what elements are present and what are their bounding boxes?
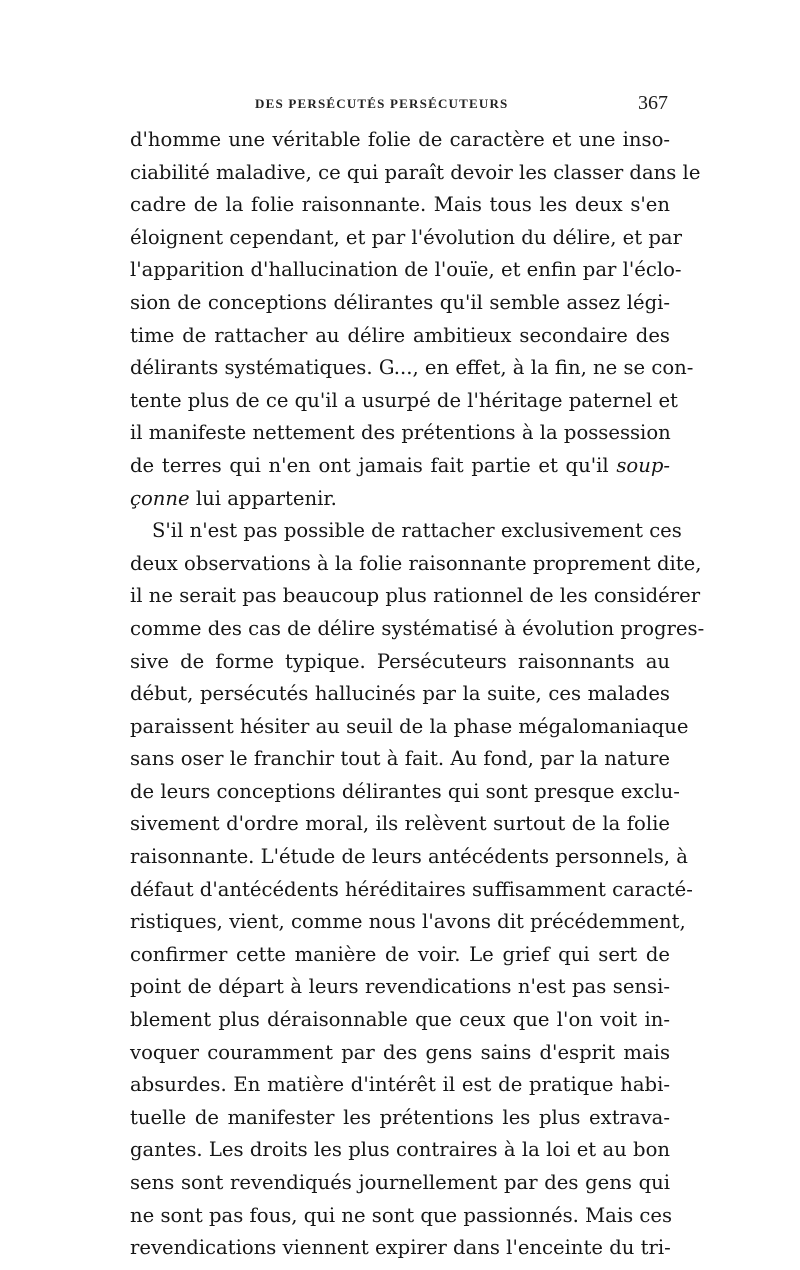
running-title: DES PERSÉCUTÉS PERSÉCUTEURS (255, 96, 509, 111)
text-line: sion de conceptions délirantes qu'il semble assez légi- (130, 290, 670, 314)
text-line: sens sont revendiqués journellement par des gens qui (130, 1171, 670, 1194)
text-line: revendications viennent expirer dans l'enceinte du tri- (130, 1236, 671, 1260)
text-line: l'apparition d'hallucination de l'ouïe, et enfin par l'éclo- (130, 258, 682, 282)
text-line: éloignent cependant, et par l'évolution du délire, et par (130, 225, 682, 249)
text-line: il manifeste nettement des prétentions à la possession (130, 421, 671, 445)
text-segment: de terres qui n'en ont jamais fait partie et qu'il (130, 453, 609, 477)
text-line: paraissent hésiter au seuil de la phase mégalomaniaque (130, 714, 689, 738)
text-line: absurdes. En matière d'intérêt il est de pratique habi- (130, 1073, 670, 1097)
text-line: confirmer cette manière de voir. Le grief qui sert de (130, 942, 670, 966)
running-head (130, 92, 670, 118)
text-line: d'homme une véritable folie de caractère et une inso- (130, 128, 670, 151)
text-segment: lui appartenir. (195, 486, 337, 510)
italic-word: çonne (130, 486, 190, 510)
text-line: sans oser le franchir tout à fait. Au fond, par la nature (130, 747, 670, 771)
text-line: défaut d'antécédents héréditaires suffisamment caracté- (130, 877, 693, 901)
text-line: ciabilité maladive, ce qui paraît devoir les classer dans le (130, 160, 701, 184)
text-line-with-italic (130, 483, 670, 516)
text-line: il ne serait pas beaucoup plus rationnel de les considérer (130, 584, 701, 608)
italic-word: soup- (616, 453, 670, 477)
text-line: deux observations à la folie raisonnante proprement dite, (130, 551, 702, 575)
text-line: de leurs conceptions délirantes qui sont presque exclu- (130, 779, 680, 803)
page-number: 367 (638, 92, 668, 114)
text-line: point de départ à leurs revendications n'est pas sensi- (130, 975, 670, 999)
text-line: tente plus de ce qu'il a usurpé de l'héritage paternel et (130, 388, 678, 412)
text-line: ne sont pas fous, qui ne sont que passionnés. Mais ces (130, 1203, 673, 1227)
text-line: sivement d'ordre moral, ils relèvent surtout de la folie (130, 812, 670, 836)
text-line: tuelle de manifester les prétentions les plus extrava- (130, 1105, 670, 1129)
text-line: comme des cas de délire systématisé à évolution progres- (130, 616, 705, 640)
body-text (130, 124, 705, 1265)
text-line: gantes. Les droits les plus contraires à la loi et au bon (130, 1138, 670, 1162)
paragraph-first-line: S'il n'est pas possible de rattacher exclusivement ces (152, 519, 682, 543)
text-line: raisonnante. L'étude de leurs antécédents personnels, à (130, 845, 688, 869)
text-line: ristiques, vient, comme nous l'avons dit précédemment, (130, 910, 686, 934)
text-line: blement plus déraisonnable que ceux que l'on voit in- (130, 1008, 670, 1032)
text-line: début, persécutés hallucinés par la suite, ces malades (130, 682, 670, 706)
text-line: voquer couramment par des gens sains d'esprit mais (130, 1040, 670, 1064)
text-line: délirants systématiques. G..., en effet, à la fin, ne se con- (130, 356, 694, 380)
text-line-with-italic (130, 450, 670, 483)
text-line: cadre de la folie raisonnante. Mais tous les deux s'en (130, 193, 670, 217)
text-line: sive de forme typique. Persécuteurs raisonnants au (130, 649, 670, 673)
text-line: time de rattacher au délire ambitieux secondaire des (130, 323, 670, 347)
